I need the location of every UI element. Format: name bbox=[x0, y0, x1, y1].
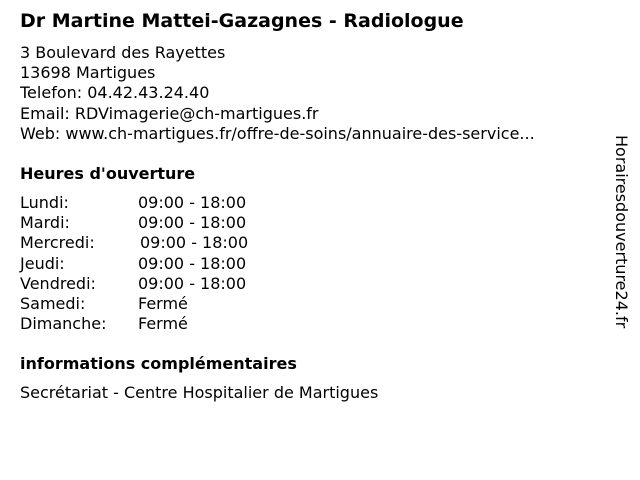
page-title: Dr Martine Mattei-Gazagnes - Radiologue bbox=[20, 10, 464, 32]
city-address: 13698 Martigues bbox=[20, 63, 156, 83]
day-label: Dimanche: bbox=[20, 314, 107, 334]
day-hours: 09:00 - 18:00 bbox=[138, 193, 247, 212]
day-hours: Fermé bbox=[138, 293, 188, 313]
site-brand-vertical[interactable]: Horairesdouverture24.fr bbox=[612, 135, 631, 329]
day-hours: 09:00 - 18:00 bbox=[140, 233, 249, 253]
day-label: Samedi: bbox=[20, 293, 86, 313]
day-hours: Fermé bbox=[138, 314, 188, 334]
day-label: Mercredi: bbox=[20, 233, 95, 253]
additional-info-text: Secrétariat - Centre Hospitalier de Martigues bbox=[20, 383, 379, 402]
phone-number[interactable]: Telefon: 04.42.43.24.40 bbox=[20, 83, 210, 103]
day-label: Vendredi: bbox=[20, 273, 96, 293]
website-link[interactable]: Web: www.ch-martigues.fr/offre-de-soins/annuaire-des-service... bbox=[20, 123, 535, 143]
day-hours: 09:00 - 18:00 bbox=[138, 213, 247, 233]
day-hours: 09:00 - 18:00 bbox=[138, 253, 247, 273]
day-hours: 09:00 - 18:00 bbox=[138, 273, 247, 293]
email-address[interactable]: Email: RDVimagerie@ch-martigues.fr bbox=[20, 103, 319, 123]
day-label: Mardi: bbox=[20, 213, 70, 233]
day-label: Jeudi: bbox=[20, 253, 65, 273]
opening-hours-heading: Heures d'ouverture bbox=[20, 164, 196, 183]
day-label: Lundi: bbox=[20, 193, 69, 212]
additional-info-heading: informations complémentaires bbox=[20, 354, 297, 373]
contact-block bbox=[20, 43, 610, 144]
street-address: 3 Boulevard des Rayettes bbox=[20, 43, 226, 62]
